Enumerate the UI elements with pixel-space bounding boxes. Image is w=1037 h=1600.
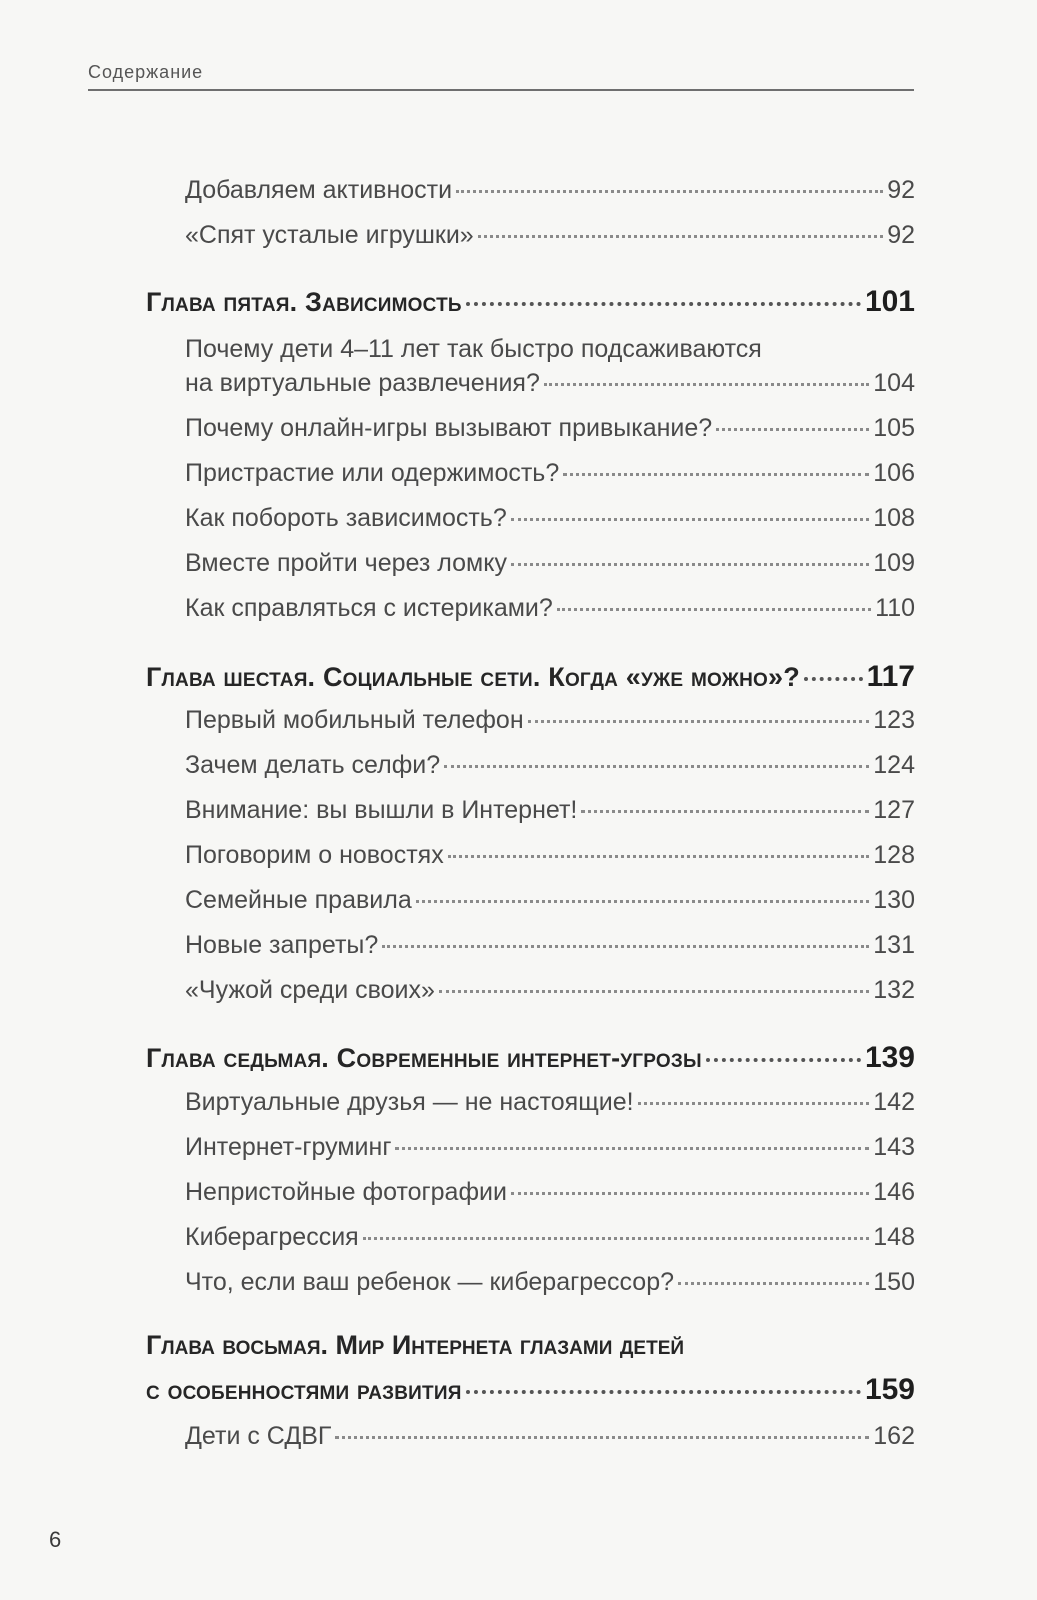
- toc-entry-page: 128: [873, 841, 915, 869]
- toc-entry-page: 130: [873, 886, 915, 914]
- toc-chapter-page: 117: [866, 660, 915, 693]
- toc-entry: [185, 706, 915, 735]
- toc-chapter: [146, 1041, 915, 1075]
- dot-leader: [557, 608, 871, 611]
- dot-leader: [466, 1390, 861, 1394]
- dot-leader: [382, 945, 869, 948]
- dot-leader: [716, 428, 869, 431]
- toc-entry: [185, 1178, 915, 1207]
- toc-chapter-page: 159: [864, 1373, 915, 1406]
- dot-leader: [335, 1436, 869, 1439]
- toc-entry: [185, 1088, 915, 1117]
- toc-entry: [185, 369, 915, 398]
- toc-entry-page: 124: [873, 751, 915, 779]
- toc-chapter-title: Глава седьмая. Современные интернет-угрозы: [146, 1043, 702, 1073]
- dot-leader: [511, 563, 869, 566]
- toc-entry-page: 108: [873, 504, 915, 532]
- toc-chapter-title-line1: Глава восьмая. Мир Интернета глазами детей: [146, 1330, 685, 1360]
- toc-entry-page: 131: [873, 931, 915, 959]
- toc-entry: [185, 1223, 915, 1252]
- toc-entry-title: Поговорим о новостях: [185, 841, 444, 869]
- toc-entry-title: Добавляем активности: [185, 176, 453, 204]
- toc-chapter-title: Глава шестая. Социальные сети. Когда «уже можно»?: [146, 662, 800, 692]
- dot-leader: [544, 383, 869, 386]
- dot-leader: [439, 990, 869, 993]
- dot-leader: [395, 1147, 869, 1150]
- dot-leader: [444, 765, 869, 768]
- toc-chapter: [146, 1373, 915, 1407]
- toc-entry-page: 146: [873, 1178, 915, 1206]
- toc-entry-page: 123: [873, 706, 915, 734]
- dot-leader: [511, 518, 870, 521]
- toc-entry-page: 143: [873, 1133, 915, 1161]
- toc-entry-title: Вместе пройти через ломку: [185, 549, 507, 577]
- toc-entry-title: Новые запреты?: [185, 931, 379, 959]
- toc-entry-page: 104: [873, 369, 915, 397]
- toc-entry-title: «Спят усталые игрушки»: [185, 221, 474, 249]
- toc-chapter: [146, 660, 915, 694]
- dot-leader: [448, 855, 870, 858]
- toc-chapter-title: с особенностями развития: [146, 1375, 462, 1405]
- header-title: Содержание: [88, 62, 204, 82]
- toc-entry-title: Пристрастие или одержимость?: [185, 459, 560, 487]
- dot-leader: [456, 190, 883, 193]
- dot-leader: [581, 810, 869, 813]
- toc-entry: [185, 1133, 915, 1162]
- toc-entry-page: 148: [873, 1223, 915, 1251]
- toc-entry: [185, 1268, 915, 1297]
- dot-leader: [706, 1058, 861, 1062]
- toc-entry-title: Зачем делать селфи?: [185, 751, 441, 779]
- toc-entry-page: 142: [873, 1088, 915, 1116]
- toc-entry: [185, 459, 915, 488]
- toc-entry: [185, 549, 915, 578]
- toc-entry: [185, 414, 915, 443]
- toc-entry: [185, 1422, 915, 1451]
- toc-entry-title: Почему онлайн-игры вызывают привыкание?: [185, 414, 713, 442]
- page-number: 6: [49, 1527, 62, 1552]
- dot-leader: [563, 473, 869, 476]
- toc-entry: [185, 176, 915, 205]
- toc-entry-title-line1: Почему дети 4–11 лет так быстро подсаживаются: [185, 335, 762, 363]
- toc-entry: [185, 841, 915, 870]
- toc-entry-page: 162: [873, 1422, 915, 1450]
- toc-entry: [185, 976, 915, 1005]
- dot-leader: [363, 1237, 870, 1240]
- toc-entry-title: Семейные правила: [185, 886, 412, 914]
- toc-entry: [185, 796, 915, 825]
- toc-entry-page: 92: [887, 221, 915, 249]
- toc-entry-page: 110: [875, 594, 915, 622]
- dot-leader: [678, 1282, 869, 1285]
- toc-entry-page: 105: [873, 414, 915, 442]
- toc-entry-title: Как справляться с истериками?: [185, 594, 553, 622]
- toc-entry-page: 106: [873, 459, 915, 487]
- toc-entry-page: 109: [873, 549, 915, 577]
- toc-entry: [185, 504, 915, 533]
- toc-entry-title: Дети с СДВГ: [185, 1422, 332, 1450]
- dot-leader: [511, 1192, 869, 1195]
- toc-chapter-page: 139: [864, 1041, 915, 1074]
- dot-leader: [528, 720, 870, 723]
- toc-entry-page: 132: [873, 976, 915, 1004]
- toc-entry-title: Интернет-груминг: [185, 1133, 392, 1161]
- toc-chapter: [146, 285, 915, 319]
- toc-entry-page: 150: [873, 1268, 915, 1296]
- dot-leader: [804, 677, 863, 681]
- dot-leader: [638, 1102, 870, 1105]
- toc-entry: [185, 594, 915, 623]
- toc-entry-title: Внимание: вы вышли в Интернет!: [185, 796, 578, 824]
- running-header: [88, 62, 914, 91]
- toc-entry: [185, 221, 915, 250]
- dot-leader: [416, 900, 870, 903]
- toc-entry: [185, 886, 915, 915]
- toc-entry-page: 92: [887, 176, 915, 204]
- toc-entry-title: Киберагрессия: [185, 1223, 359, 1251]
- toc-entry-title: Что, если ваш ребенок — киберагрессор?: [185, 1268, 675, 1296]
- toc-entry: [185, 751, 915, 780]
- toc-chapter-page: 101: [864, 285, 915, 318]
- toc-entry-title: Первый мобильный телефон: [185, 706, 524, 734]
- toc-entry-title: Виртуальные друзья — не настоящие!: [185, 1088, 634, 1116]
- toc-entry: [185, 931, 915, 960]
- dot-leader: [466, 302, 861, 306]
- toc-chapter-title: Глава пятая. Зависимость: [146, 287, 462, 317]
- toc-entry-title: «Чужой среди своих»: [185, 976, 435, 1004]
- dot-leader: [478, 235, 883, 238]
- toc-entry-page: 127: [873, 796, 915, 824]
- toc-entry-title: Непристойные фотографии: [185, 1178, 507, 1206]
- toc-entry-title: Как побороть зависимость?: [185, 504, 507, 532]
- toc-entry-title: на виртуальные развлечения?: [185, 369, 540, 397]
